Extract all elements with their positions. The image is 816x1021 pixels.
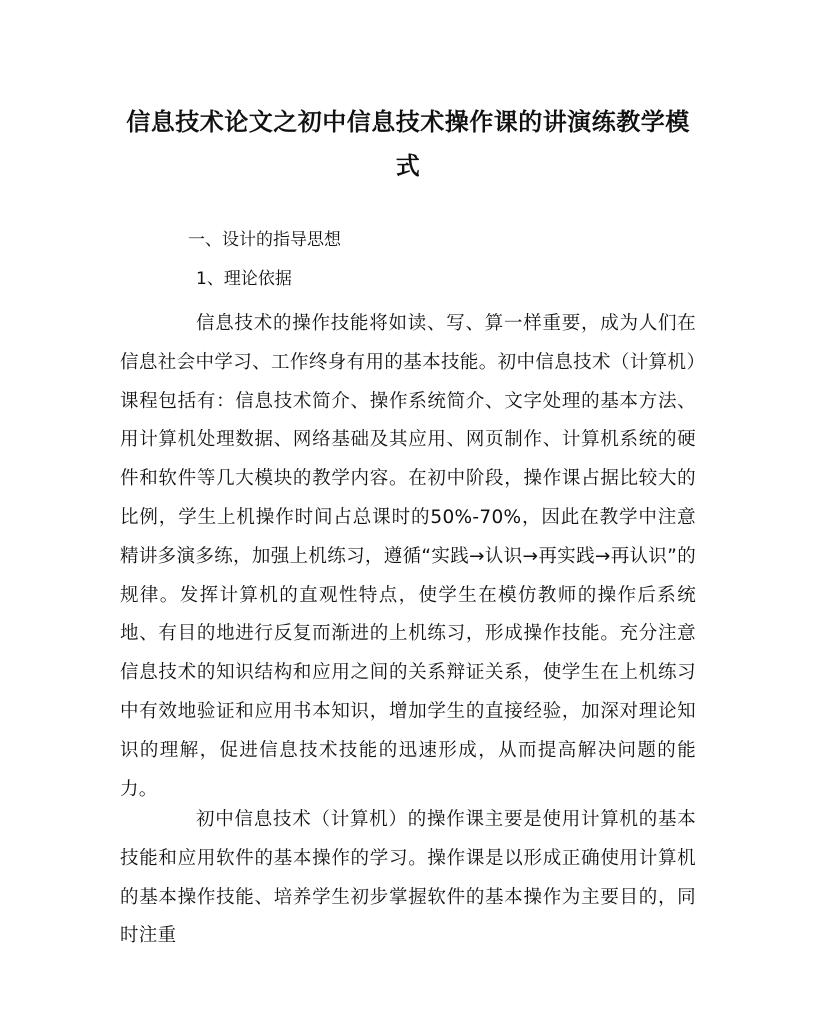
- section-heading: 一、设计的指导思想: [188, 230, 341, 250]
- body-paragraph-2: 初中信息技术（计算机）的操作课主要是使用计算机的基本技能和应用软件的基本操作的学习。操作课是以形成正确使用计算机的基本操作技能、培养学生初步掌握软件的基本操作为主要目的，同时注重: [120, 809, 696, 947]
- subsection-heading: 1、理论依据: [196, 269, 292, 289]
- document-title-line-2: 式: [395, 151, 421, 180]
- body-paragraph-1: 信息技术的操作技能将如读、写、算一样重要，成为人们在信息社会中学习、工作终身有用的基本技能。初中信息技术（计算机）课程包括有：信息技术简介、操作系统简介、文字处理的基本方法、用计算机处理数据、网络基础及其应用、网页制作、计算机系统的硬件和软件等几大模块的教学内容。在初中阶段，操作课占据比较大的比例，学生上机操作时间占总课时的50%-70%，因此在教学中注意精讲多演多练，加强上机练习，遵循“实践→认识→再实践→再认识”的规律。发挥计算机的直观性特点，使学生在模仿教师的操作后系统地、有目的地进行反复而渐进的上机练习，形成操作技能。充分注意信息技术的知识结构和应用之间的关系辩证关系，使学生在上机练习中有效地验证和应用书本知识，增加学生的直接经验，加深对理论知识的理解，促进信息技术技能的迅速形成，从而提高解决问题的能力。: [120, 313, 696, 800]
- document-title-line-1: 信息技术论文之初中信息技术操作课的讲演练教学模: [126, 107, 690, 136]
